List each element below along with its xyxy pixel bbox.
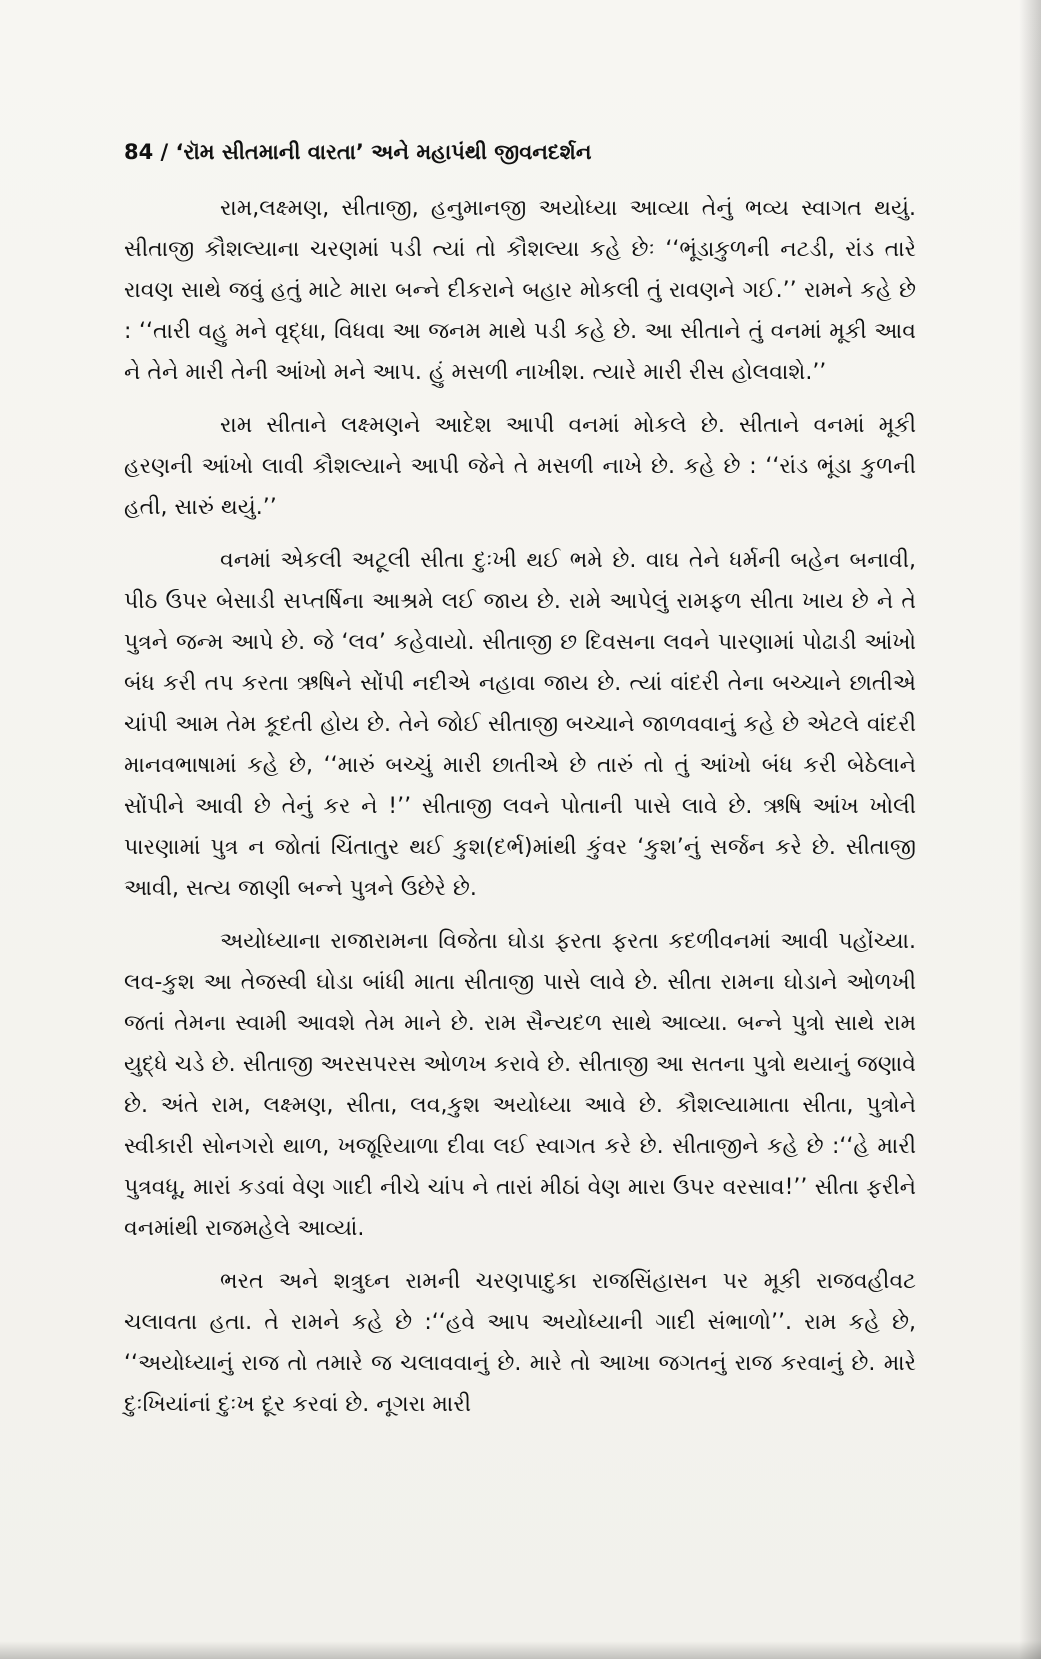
page-bottom-shadow: [0, 1641, 1041, 1659]
page-content: [124, 138, 916, 1425]
paragraph-1: રામ,લક્ષ્મણ, સીતાજી, હનુમાનજી અયોધ્યા આવ્યા તેનું ભવ્ય સ્વાગત થયું. સીતાજી કૌશલ્યાના ચરણમાં પડી ત્યાં તો કૌશલ્યા કહે છેઃ ‘‘ભૂંડાકુળની નટડી, રાંડ તારે રાવણ સાથે જવું હતું માટે મારા બન્ને દીકરાને બહાર મોકલી તું રાવણને ગઈ.’’ રામને કહે છે : ‘‘તારી વહુ મને વૃદ્ધા, વિધવા આ જનમ માથે પડી કહે છે. આ સીતાને તું વનમાં મૂકી આવ ને તેને મારી તેની આંખો મને આપ. હું મસળી નાખીશ. ત્યારે મારી રીસ હોલવાશે.’’: [124, 196, 916, 385]
page-edge-shadow: [1019, 0, 1041, 1659]
paragraph-5: ભરત અને શત્રુઘ્ન રામની ચરણપાદુકા રાજસિંહાસન પર મૂકી રાજવહીવટ ચલાવતા હતા. તે રામને કહે છે :‘‘હવે આપ અયોધ્યાની ગાદી સંભાળો’’. રામ કહે છે, ‘‘અયોધ્યાનું રાજ તો તમારે જ ચલાવવાનું છે. મારે તો આખા જગતનું રાજ કરવાનું છે. મારે દુઃખિયાંનાં દુઃખ દૂર કરવાં છે. નૂગરા મારી: [124, 1269, 916, 1417]
paragraph-2: રામ સીતાને લક્ષ્મણને આદેશ આપી વનમાં મોકલે છે. સીતાને વનમાં મૂકી હરણની આંખો લાવી કૌશલ્યાને આપી જેને તે મસળી નાખે છે. કહે છે : ‘‘રાંડ ભૂંડા કુળની હતી, સારું થયું.’’: [124, 413, 916, 520]
running-header: 84 / ‘રૉમ સીતમાની વારતા’ અને મહાપંથી જીવનદર્શન: [124, 140, 592, 164]
paragraph-3: વનમાં એકલી અટૂલી સીતા દુઃખી થઈ ભમે છે. વાઘ તેને ધર્મની બહેન બનાવી, પીઠ ઉપર બેસાડી સપ્તર્ષિના આશ્રમે લઈ જાય છે. રામે આપેલું રામફળ સીતા ખાય છે ને તે પુત્રને જન્મ આપે છે. જે ‘લવ’ કહેવાયો. સીતાજી છ દિવસના લવને પારણામાં પોઢાડી આંખો બંધ કરી તપ કરતા ઋષિને સોંપી નદીએ નહાવા જાય છે. ત્યાં વાંદરી તેના બચ્ચાને છાતીએ ચાંપી આમ તેમ કૂદતી હોય છે. તેને જોઈ સીતાજી બચ્ચાને જાળવવાનું કહે છે એટલે વાંદરી માનવભાષામાં કહે છે, ‘‘મારું બચ્ચું મારી છાતીએ છે તારું તો તું આંખો બંધ કરી બેઠેલાને સોંપીને આવી છે તેનું કર ને !’’ સીતાજી લવને પોતાની પાસે લાવે છે. ઋષિ આંખ ખોલી પારણામાં પુત્ર ન જોતાં ચિંતાતુર થઈ કુશ(દર્ભ)માંથી કુંવર ‘કુશ’નું સર્જન કરે છે. સીતાજી આવી, સત્ય જાણી બન્ને પુત્રને ઉછેરે છે.: [124, 548, 916, 901]
paragraph-4: અયોધ્યાના રાજારામના વિજેતા ઘોડા ફરતા ફરતા કદળીવનમાં આવી પહોંચ્યા. લવ-કુશ આ તેજસ્વી ઘોડા બાંધી માતા સીતાજી પાસે લાવે છે. સીતા રામના ઘોડાને ઓળખી જતાં તેમના સ્વામી આવશે તેમ માને છે. રામ સૈન્યદળ સાથે આવ્યા. બન્ને પુત્રો સાથે રામ યુદ્ધે ચડે છે. સીતાજી અરસપરસ ઓળખ કરાવે છે. સીતાજી આ સતના પુત્રો થયાનું જણાવે છે. અંતે રામ, લક્ષ્મણ, સીતા, લવ,કુશ અયોધ્યા આવે છે. કૌશલ્યામાતા સીતા, પુત્રોને સ્વીકારી સોનગરો થાળ, ખજૂરિયાળા દીવા લઈ સ્વાગત કરે છે. સીતાજીને કહે છે :‘‘હે મારી પુત્રવધૂ, મારાં કડવાં વેણ ગાદી નીચે ચાંપ ને તારાં મીઠાં વેણ મારા ઉપર વરસાવ!’’ સીતા ફરીને વનમાંથી રાજમહેલે આવ્યાં.: [124, 929, 916, 1241]
